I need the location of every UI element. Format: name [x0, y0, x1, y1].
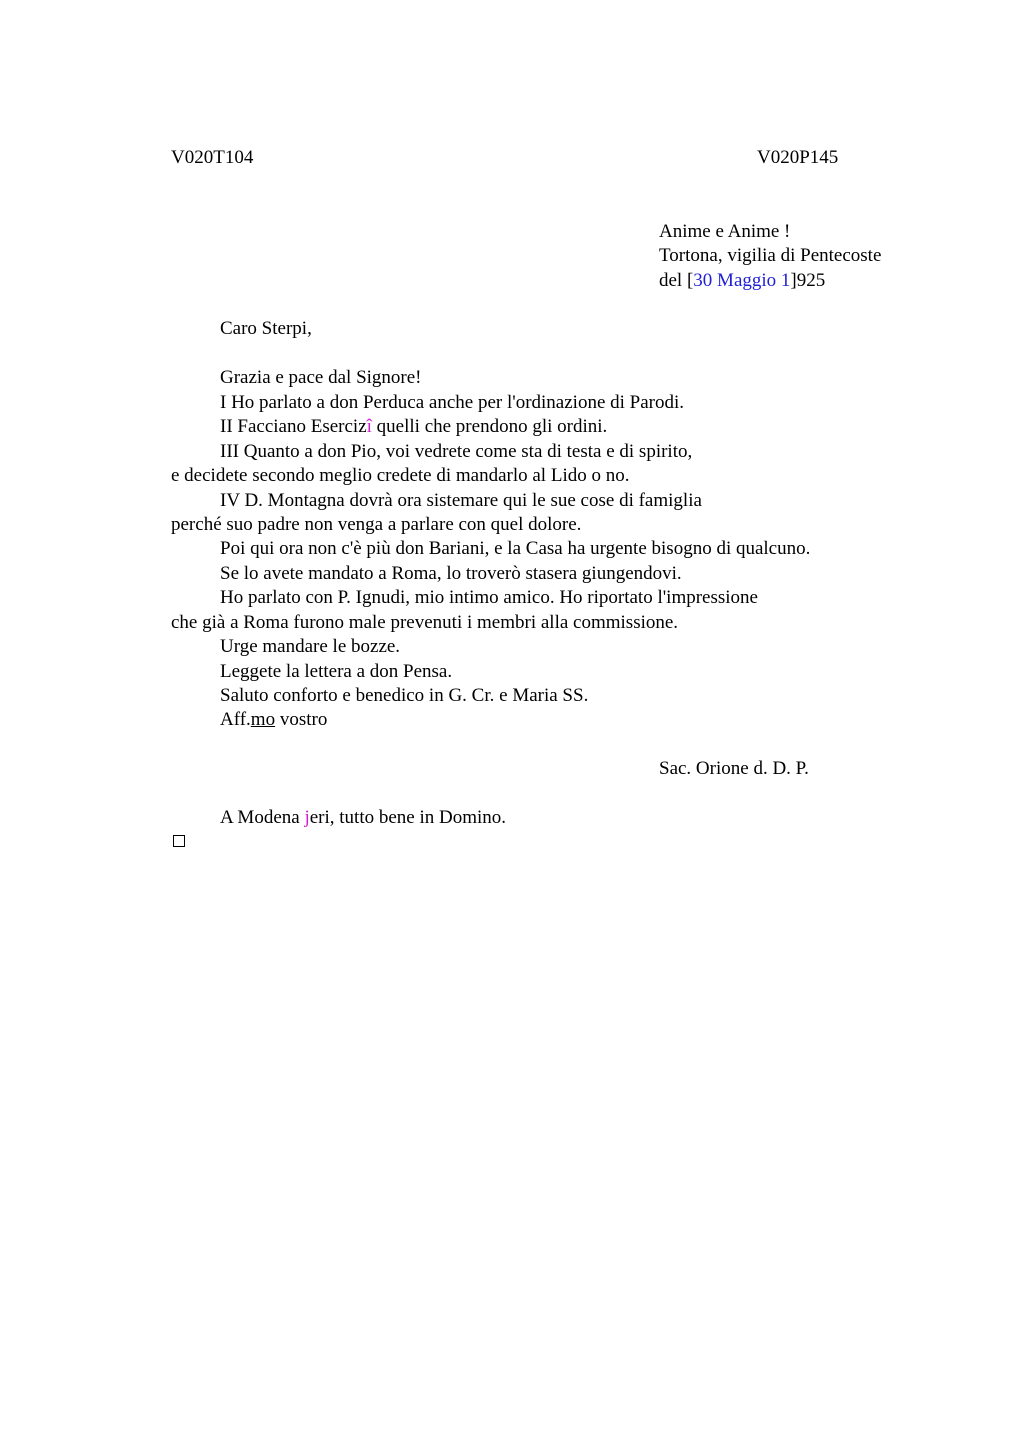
postscript-after: eri, tutto bene in Domino.: [309, 807, 507, 828]
paragraph-1: Poi qui ora non c'è più don Bariani, e la Casa ha urgente bisogno di qualcuno.: [220, 538, 811, 559]
header-right-code: V020P145: [757, 147, 839, 168]
item-2: [220, 415, 607, 439]
closing-suffix: vostro: [275, 709, 328, 730]
closing-abbrev: mo: [250, 709, 276, 730]
postscript: [220, 806, 506, 830]
postscript-before: A Modena: [220, 807, 305, 828]
postscript-highlight: j: [304, 807, 310, 828]
date-prefix: del [: [659, 270, 694, 291]
paragraph-4: Urge mandare le bozze.: [220, 636, 401, 657]
salutation: Caro Sterpi,: [220, 318, 312, 339]
paragraph-6: Saluto conforto e benedico in G. Cr. e Maria SS.: [220, 685, 589, 706]
item-4-line-1: IV D. Montagna dovrà ora sistemare qui le sue cose di famiglia: [220, 490, 702, 511]
signature: Sac. Orione d. D. P.: [659, 758, 809, 779]
closing: [220, 708, 327, 732]
item-2-after: quelli che prendono gli ordini.: [371, 416, 608, 437]
item-4-line-2: perché suo padre non venga a parlare con quel dolore.: [171, 514, 582, 535]
item-2-before: II Facciano Esercizî: [220, 416, 372, 437]
greeting: Grazia e pace dal Signore!: [220, 367, 422, 388]
header-left-code: V020T104: [171, 147, 254, 168]
item-2-highlight: î: [366, 416, 372, 437]
heading-motto: Anime e Anime !: [659, 221, 791, 242]
paragraph-5: Leggete la lettera a don Pensa.: [220, 661, 453, 682]
paragraph-3-line-2: che già a Roma furono male prevenuti i membri alla commissione.: [171, 612, 679, 633]
heading-place-date: Tortona, vigilia di Pentecoste: [659, 245, 882, 266]
item-1: I Ho parlato a don Perduca anche per l'ordinazione di Parodi.: [220, 392, 685, 413]
heading-date: [659, 269, 825, 293]
item-3-line-1: III Quanto a don Pio, voi vedrete come sta di testa e di spirito,: [220, 441, 693, 462]
closing-prefix: Aff.: [220, 709, 251, 730]
paragraph-3-line-1: Ho parlato con P. Ignudi, mio intimo amico. Ho riportato l'impressione: [220, 587, 758, 608]
paragraph-2: Se lo avete mandato a Roma, lo troverò stasera giungendovi.: [220, 563, 682, 584]
end-marker-box: [173, 835, 185, 847]
item-3-line-2: e decidete secondo meglio credete di mandarlo al Lido o no.: [171, 465, 630, 486]
date-inserted: 30 Maggio 1: [693, 270, 791, 291]
date-suffix: ]925: [790, 270, 826, 291]
